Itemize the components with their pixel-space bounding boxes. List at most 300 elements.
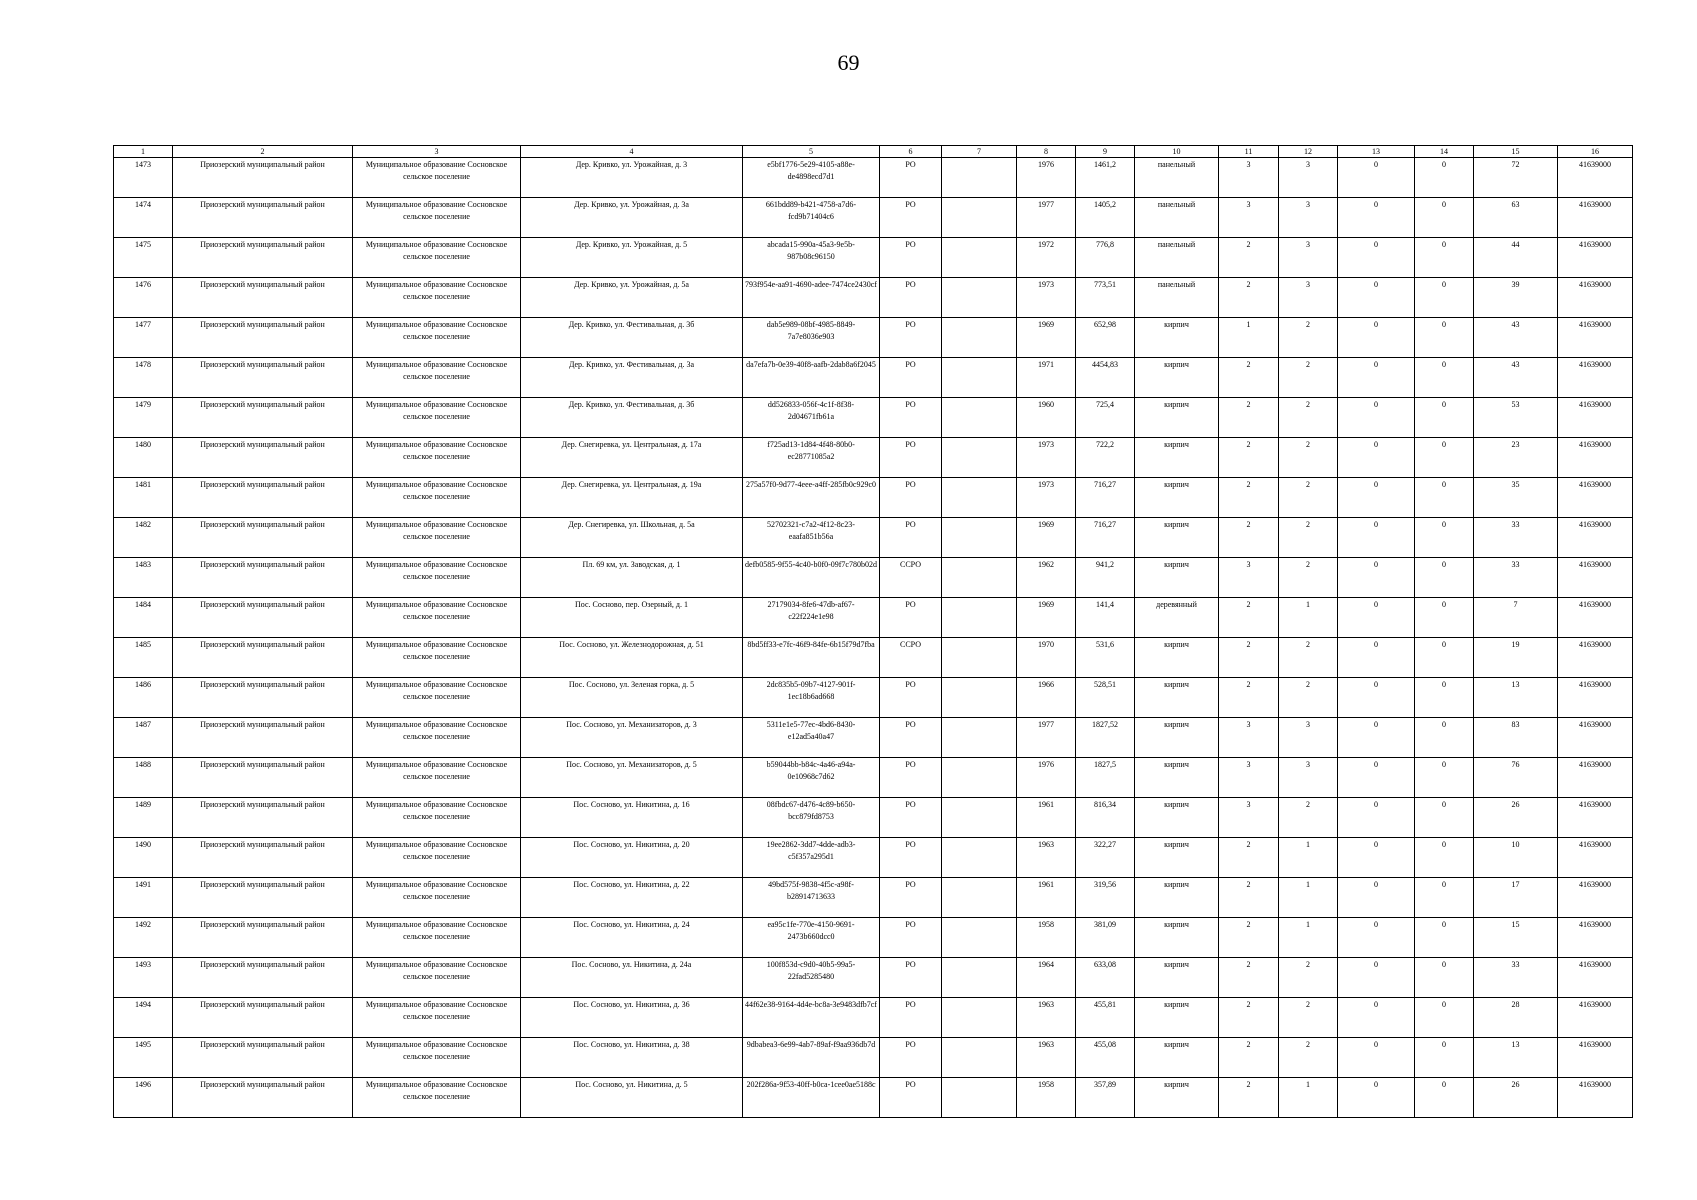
cell-district: Приозерский муниципальный район — [173, 1078, 353, 1118]
cell-area: 1827,5 — [1076, 758, 1135, 798]
cell-col-14: 0 — [1415, 598, 1474, 638]
cell-district: Приозерский муниципальный район — [173, 1038, 353, 1078]
cell-category: РО — [880, 758, 942, 798]
cell-wall-material: кирпич — [1135, 958, 1219, 998]
cell-year-built: 1966 — [1017, 678, 1076, 718]
cell-municipality: Муниципальное образование Сосновское сельское поселение — [353, 278, 521, 318]
cell-address: Дер. Снегиревка, ул. Школьная, д. 5а — [521, 518, 743, 558]
cell-area: 322,27 — [1076, 838, 1135, 878]
cell-col-14: 0 — [1415, 158, 1474, 198]
cell-category: РО — [880, 998, 942, 1038]
cell-year-built: 1969 — [1017, 518, 1076, 558]
cell-row-number: 1483 — [114, 558, 173, 598]
cell-year-built: 1977 — [1017, 718, 1076, 758]
cell-category: РО — [880, 198, 942, 238]
cell-guid: 5311e1e5-77ec-4bd6-8430-e12ad5a40a47 — [743, 718, 880, 758]
cell-district: Приозерский муниципальный район — [173, 718, 353, 758]
cell-area: 722,2 — [1076, 438, 1135, 478]
cell-row-number: 1485 — [114, 638, 173, 678]
column-header: 3 — [353, 146, 521, 158]
cell-floors: 3 — [1219, 718, 1279, 758]
cell-oktmo: 41639000 — [1558, 998, 1633, 1038]
cell-year-built: 1963 — [1017, 1038, 1076, 1078]
column-header: 16 — [1558, 146, 1633, 158]
table-row — [114, 638, 1633, 678]
cell-col-14: 0 — [1415, 1078, 1474, 1118]
page-number: 69 — [837, 50, 860, 75]
cell-col-13: 0 — [1338, 518, 1415, 558]
cell-oktmo: 41639000 — [1558, 198, 1633, 238]
cell-oktmo: 41639000 — [1558, 478, 1633, 518]
cell-municipality: Муниципальное образование Сосновское сельское поселение — [353, 638, 521, 678]
cell-district: Приозерский муниципальный район — [173, 798, 353, 838]
column-header: 10 — [1135, 146, 1219, 158]
cell-guid: abcada15-990a-45a3-9e5b-987b08c96150 — [743, 238, 880, 278]
table-row — [114, 558, 1633, 598]
column-header: 2 — [173, 146, 353, 158]
cell-area: 1405,2 — [1076, 198, 1135, 238]
cell-entrances: 1 — [1279, 878, 1338, 918]
cell-entrances: 2 — [1279, 398, 1338, 438]
cell-category: РО — [880, 478, 942, 518]
cell-oktmo: 41639000 — [1558, 158, 1633, 198]
cell-municipality: Муниципальное образование Сосновское сельское поселение — [353, 198, 521, 238]
column-header: 1 — [114, 146, 173, 158]
cell-address: Пос. Сосново, ул. Железнодорожная, д. 51 — [521, 638, 743, 678]
cell-residents: 39 — [1474, 278, 1558, 318]
cell-address: Пос. Сосново, ул. Никитина, д. 5 — [521, 1078, 743, 1118]
cell-row-number: 1473 — [114, 158, 173, 198]
cell-col-14: 0 — [1415, 238, 1474, 278]
cell-address: Дер. Кривко, ул. Фестивальная, д. 3б — [521, 398, 743, 438]
cell-category: РО — [880, 278, 942, 318]
cell-floors: 2 — [1219, 398, 1279, 438]
cell-col-14: 0 — [1415, 358, 1474, 398]
cell-oktmo: 41639000 — [1558, 918, 1633, 958]
cell-residents: 83 — [1474, 718, 1558, 758]
cell-floors: 2 — [1219, 438, 1279, 478]
cell-category: РО — [880, 438, 942, 478]
cell-district: Приозерский муниципальный район — [173, 318, 353, 358]
cell-row-number: 1494 — [114, 998, 173, 1038]
cell-col-14: 0 — [1415, 958, 1474, 998]
cell-floors: 2 — [1219, 278, 1279, 318]
cell-row-number: 1484 — [114, 598, 173, 638]
cell-col-7 — [942, 198, 1017, 238]
cell-area: 816,34 — [1076, 798, 1135, 838]
cell-area: 455,81 — [1076, 998, 1135, 1038]
cell-floors: 2 — [1219, 838, 1279, 878]
cell-district: Приозерский муниципальный район — [173, 678, 353, 718]
cell-floors: 3 — [1219, 798, 1279, 838]
table-row — [114, 158, 1633, 198]
cell-district: Приозерский муниципальный район — [173, 198, 353, 238]
cell-area: 141,4 — [1076, 598, 1135, 638]
cell-district: Приозерский муниципальный район — [173, 158, 353, 198]
cell-guid: 100f853d-c9d0-40b5-99a5-22fad5285480 — [743, 958, 880, 998]
cell-col-14: 0 — [1415, 638, 1474, 678]
cell-oktmo: 41639000 — [1558, 678, 1633, 718]
cell-oktmo: 41639000 — [1558, 758, 1633, 798]
cell-floors: 2 — [1219, 518, 1279, 558]
cell-entrances: 3 — [1279, 718, 1338, 758]
cell-col-14: 0 — [1415, 878, 1474, 918]
cell-municipality: Муниципальное образование Сосновское сельское поселение — [353, 878, 521, 918]
cell-address: Дер. Кривко, ул. Урожайная, д. 3а — [521, 198, 743, 238]
cell-category: РО — [880, 518, 942, 558]
cell-col-14: 0 — [1415, 318, 1474, 358]
cell-year-built: 1976 — [1017, 758, 1076, 798]
cell-col-13: 0 — [1338, 598, 1415, 638]
cell-residents: 76 — [1474, 758, 1558, 798]
cell-municipality: Муниципальное образование Сосновское сельское поселение — [353, 1038, 521, 1078]
cell-entrances: 3 — [1279, 158, 1338, 198]
cell-row-number: 1476 — [114, 278, 173, 318]
table-row — [114, 798, 1633, 838]
cell-entrances: 2 — [1279, 958, 1338, 998]
cell-row-number: 1489 — [114, 798, 173, 838]
cell-oktmo: 41639000 — [1558, 638, 1633, 678]
cell-category: РО — [880, 1038, 942, 1078]
cell-floors: 2 — [1219, 958, 1279, 998]
cell-floors: 2 — [1219, 638, 1279, 678]
cell-district: Приозерский муниципальный район — [173, 838, 353, 878]
column-header: 12 — [1279, 146, 1338, 158]
cell-oktmo: 41639000 — [1558, 598, 1633, 638]
cell-col-7 — [942, 758, 1017, 798]
cell-district: Приозерский муниципальный район — [173, 998, 353, 1038]
cell-floors: 3 — [1219, 198, 1279, 238]
cell-oktmo: 41639000 — [1558, 1038, 1633, 1078]
cell-col-13: 0 — [1338, 478, 1415, 518]
cell-residents: 44 — [1474, 238, 1558, 278]
column-header: 8 — [1017, 146, 1076, 158]
cell-category: ССРО — [880, 558, 942, 598]
cell-year-built: 1958 — [1017, 918, 1076, 958]
cell-address: Пос. Сосново, ул. Никитина, д. 38 — [521, 1038, 743, 1078]
cell-category: РО — [880, 358, 942, 398]
cell-col-7 — [942, 878, 1017, 918]
cell-address: Пос. Сосново, ул. Зеленая горка, д. 5 — [521, 678, 743, 718]
cell-col-13: 0 — [1338, 318, 1415, 358]
cell-oktmo: 41639000 — [1558, 718, 1633, 758]
cell-col-14: 0 — [1415, 678, 1474, 718]
cell-category: РО — [880, 598, 942, 638]
table-row — [114, 678, 1633, 718]
cell-category: РО — [880, 318, 942, 358]
cell-oktmo: 41639000 — [1558, 1078, 1633, 1118]
cell-year-built: 1973 — [1017, 478, 1076, 518]
cell-address: Дер. Кривко, ул. Урожайная, д. 3 — [521, 158, 743, 198]
cell-guid: 661bdd89-b421-4758-a7d6-fcd9b71404c6 — [743, 198, 880, 238]
cell-row-number: 1492 — [114, 918, 173, 958]
cell-year-built: 1977 — [1017, 198, 1076, 238]
cell-district: Приозерский муниципальный район — [173, 478, 353, 518]
cell-residents: 43 — [1474, 358, 1558, 398]
cell-floors: 3 — [1219, 758, 1279, 798]
cell-wall-material: кирпич — [1135, 318, 1219, 358]
cell-col-14: 0 — [1415, 278, 1474, 318]
cell-col-13: 0 — [1338, 798, 1415, 838]
cell-col-13: 0 — [1338, 438, 1415, 478]
cell-municipality: Муниципальное образование Сосновское сельское поселение — [353, 598, 521, 638]
cell-wall-material: кирпич — [1135, 998, 1219, 1038]
cell-col-7 — [942, 598, 1017, 638]
cell-residents: 63 — [1474, 198, 1558, 238]
cell-entrances: 2 — [1279, 318, 1338, 358]
cell-col-7 — [942, 558, 1017, 598]
cell-guid: b59044bb-b84c-4a46-a94a-0e10968c7d62 — [743, 758, 880, 798]
cell-floors: 2 — [1219, 878, 1279, 918]
cell-col-14: 0 — [1415, 478, 1474, 518]
cell-area: 652,98 — [1076, 318, 1135, 358]
column-header: 13 — [1338, 146, 1415, 158]
cell-area: 319,56 — [1076, 878, 1135, 918]
cell-guid: 19ee2862-3dd7-4dde-adb3-c5f357a295d1 — [743, 838, 880, 878]
cell-category: РО — [880, 398, 942, 438]
cell-col-7 — [942, 1038, 1017, 1078]
cell-col-13: 0 — [1338, 878, 1415, 918]
cell-col-7 — [942, 838, 1017, 878]
cell-col-7 — [942, 918, 1017, 958]
table-row — [114, 958, 1633, 998]
table-row — [114, 878, 1633, 918]
cell-row-number: 1475 — [114, 238, 173, 278]
cell-municipality: Муниципальное образование Сосновское сельское поселение — [353, 318, 521, 358]
cell-guid: 793f954e-aa91-4690-adee-7474ce2430cf — [743, 278, 880, 318]
cell-year-built: 1960 — [1017, 398, 1076, 438]
cell-oktmo: 41639000 — [1558, 278, 1633, 318]
cell-guid: 9dbabea3-6e99-4ab7-89af-f9aa936db7d — [743, 1038, 880, 1078]
cell-floors: 2 — [1219, 358, 1279, 398]
cell-col-13: 0 — [1338, 358, 1415, 398]
cell-category: РО — [880, 1078, 942, 1118]
cell-year-built: 1963 — [1017, 838, 1076, 878]
cell-col-13: 0 — [1338, 758, 1415, 798]
cell-address: Пос. Сосново, ул. Никитина, д. 24 — [521, 918, 743, 958]
cell-row-number: 1486 — [114, 678, 173, 718]
cell-entrances: 2 — [1279, 798, 1338, 838]
table-row — [114, 998, 1633, 1038]
column-header: 4 — [521, 146, 743, 158]
cell-category: РО — [880, 158, 942, 198]
cell-oktmo: 41639000 — [1558, 358, 1633, 398]
cell-category: РО — [880, 238, 942, 278]
cell-year-built: 1972 — [1017, 238, 1076, 278]
cell-wall-material: панельный — [1135, 198, 1219, 238]
table-row — [114, 398, 1633, 438]
cell-col-13: 0 — [1338, 198, 1415, 238]
cell-address: Пос. Сосново, ул. Механизаторов, д. 3 — [521, 718, 743, 758]
cell-wall-material: кирпич — [1135, 758, 1219, 798]
cell-col-7 — [942, 278, 1017, 318]
cell-col-7 — [942, 438, 1017, 478]
column-header: 7 — [942, 146, 1017, 158]
cell-address: Пос. Сосново, ул. Никитина, д. 36 — [521, 998, 743, 1038]
cell-district: Приозерский муниципальный район — [173, 558, 353, 598]
cell-guid: 27179034-8fe6-47db-af67-c22f224e1e98 — [743, 598, 880, 638]
cell-residents: 33 — [1474, 558, 1558, 598]
cell-entrances: 2 — [1279, 678, 1338, 718]
cell-address: Пос. Сосново, ул. Никитина, д. 24а — [521, 958, 743, 998]
cell-area: 773,51 — [1076, 278, 1135, 318]
cell-municipality: Муниципальное образование Сосновское сельское поселение — [353, 918, 521, 958]
cell-municipality: Муниципальное образование Сосновское сельское поселение — [353, 518, 521, 558]
cell-municipality: Муниципальное образование Сосновское сельское поселение — [353, 438, 521, 478]
cell-district: Приозерский муниципальный район — [173, 518, 353, 558]
cell-col-14: 0 — [1415, 398, 1474, 438]
cell-row-number: 1496 — [114, 1078, 173, 1118]
cell-area: 941,2 — [1076, 558, 1135, 598]
cell-district: Приозерский муниципальный район — [173, 878, 353, 918]
cell-col-13: 0 — [1338, 638, 1415, 678]
cell-category: РО — [880, 718, 942, 758]
cell-year-built: 1970 — [1017, 638, 1076, 678]
cell-floors: 1 — [1219, 318, 1279, 358]
cell-address: Дер. Кривко, ул. Урожайная, д. 5а — [521, 278, 743, 318]
cell-row-number: 1474 — [114, 198, 173, 238]
cell-municipality: Муниципальное образование Сосновское сельское поселение — [353, 558, 521, 598]
column-header: 15 — [1474, 146, 1558, 158]
cell-oktmo: 41639000 — [1558, 878, 1633, 918]
cell-entrances: 1 — [1279, 838, 1338, 878]
cell-address: Дер. Кривко, ул. Фестивальная, д. 3а — [521, 358, 743, 398]
cell-col-14: 0 — [1415, 438, 1474, 478]
cell-col-14: 0 — [1415, 198, 1474, 238]
cell-address: Пос. Сосново, ул. Никитина, д. 22 — [521, 878, 743, 918]
cell-oktmo: 41639000 — [1558, 798, 1633, 838]
cell-residents: 26 — [1474, 798, 1558, 838]
cell-entrances: 1 — [1279, 598, 1338, 638]
cell-col-7 — [942, 238, 1017, 278]
cell-col-13: 0 — [1338, 918, 1415, 958]
table-row — [114, 918, 1633, 958]
cell-guid: dab5e989-08bf-4985-8849-7a7e8036e903 — [743, 318, 880, 358]
cell-wall-material: кирпич — [1135, 518, 1219, 558]
cell-entrances: 2 — [1279, 998, 1338, 1038]
cell-district: Приозерский муниципальный район — [173, 438, 353, 478]
cell-col-14: 0 — [1415, 998, 1474, 1038]
cell-entrances: 1 — [1279, 918, 1338, 958]
cell-district: Приозерский муниципальный район — [173, 358, 353, 398]
cell-year-built: 1969 — [1017, 598, 1076, 638]
cell-area: 528,51 — [1076, 678, 1135, 718]
cell-wall-material: панельный — [1135, 238, 1219, 278]
cell-guid: 2dc835b5-09b7-4127-901f-1ec18b6ad668 — [743, 678, 880, 718]
cell-residents: 13 — [1474, 678, 1558, 718]
cell-residents: 7 — [1474, 598, 1558, 638]
cell-address: Пос. Сосново, ул. Механизаторов, д. 5 — [521, 758, 743, 798]
cell-oktmo: 41639000 — [1558, 438, 1633, 478]
cell-wall-material: кирпич — [1135, 918, 1219, 958]
cell-entrances: 2 — [1279, 638, 1338, 678]
cell-guid: defb0585-9f55-4c40-b0f0-09f7c780b02d — [743, 558, 880, 598]
cell-oktmo: 41639000 — [1558, 958, 1633, 998]
cell-entrances: 2 — [1279, 518, 1338, 558]
cell-category: РО — [880, 958, 942, 998]
cell-wall-material: кирпич — [1135, 638, 1219, 678]
cell-row-number: 1490 — [114, 838, 173, 878]
cell-municipality: Муниципальное образование Сосновское сельское поселение — [353, 998, 521, 1038]
cell-guid: 8bd5ff33-e7fc-46f9-84fe-6b15f79d7fba — [743, 638, 880, 678]
cell-col-14: 0 — [1415, 758, 1474, 798]
cell-address: Пл. 69 км, ул. Заводская, д. 1 — [521, 558, 743, 598]
cell-area: 531,6 — [1076, 638, 1135, 678]
cell-col-13: 0 — [1338, 1078, 1415, 1118]
cell-col-13: 0 — [1338, 958, 1415, 998]
cell-municipality: Муниципальное образование Сосновское сельское поселение — [353, 718, 521, 758]
cell-residents: 15 — [1474, 918, 1558, 958]
cell-year-built: 1958 — [1017, 1078, 1076, 1118]
cell-municipality: Муниципальное образование Сосновское сельское поселение — [353, 838, 521, 878]
cell-entrances: 2 — [1279, 438, 1338, 478]
cell-col-7 — [942, 678, 1017, 718]
cell-row-number: 1488 — [114, 758, 173, 798]
table-row — [114, 518, 1633, 558]
cell-row-number: 1479 — [114, 398, 173, 438]
cell-year-built: 1971 — [1017, 358, 1076, 398]
cell-municipality: Муниципальное образование Сосновское сельское поселение — [353, 358, 521, 398]
cell-wall-material: кирпич — [1135, 398, 1219, 438]
cell-residents: 26 — [1474, 1078, 1558, 1118]
cell-col-14: 0 — [1415, 718, 1474, 758]
cell-floors: 2 — [1219, 598, 1279, 638]
cell-area: 1461,2 — [1076, 158, 1135, 198]
cell-floors: 2 — [1219, 918, 1279, 958]
cell-col-14: 0 — [1415, 1038, 1474, 1078]
cell-area: 455,08 — [1076, 1038, 1135, 1078]
cell-row-number: 1487 — [114, 718, 173, 758]
table-row — [114, 1038, 1633, 1078]
cell-category: РО — [880, 678, 942, 718]
cell-residents: 72 — [1474, 158, 1558, 198]
cell-wall-material: кирпич — [1135, 878, 1219, 918]
cell-district: Приозерский муниципальный район — [173, 638, 353, 678]
cell-category: РО — [880, 918, 942, 958]
cell-residents: 19 — [1474, 638, 1558, 678]
cell-district: Приозерский муниципальный район — [173, 918, 353, 958]
cell-municipality: Муниципальное образование Сосновское сельское поселение — [353, 958, 521, 998]
cell-floors: 2 — [1219, 998, 1279, 1038]
column-header: 14 — [1415, 146, 1474, 158]
cell-wall-material: кирпич — [1135, 558, 1219, 598]
column-header: 5 — [743, 146, 880, 158]
cell-address: Пос. Сосново, пер. Озерный, д. 1 — [521, 598, 743, 638]
table-header-row — [114, 146, 1633, 158]
cell-area: 381,09 — [1076, 918, 1135, 958]
cell-residents: 13 — [1474, 1038, 1558, 1078]
column-header: 6 — [880, 146, 942, 158]
cell-floors: 2 — [1219, 238, 1279, 278]
cell-address: Дер. Снегиревка, ул. Центральная, д. 19а — [521, 478, 743, 518]
table-row — [114, 838, 1633, 878]
cell-municipality: Муниципальное образование Сосновское сельское поселение — [353, 1078, 521, 1118]
cell-row-number: 1482 — [114, 518, 173, 558]
cell-row-number: 1495 — [114, 1038, 173, 1078]
table-row — [114, 718, 1633, 758]
cell-col-7 — [942, 1078, 1017, 1118]
cell-municipality: Муниципальное образование Сосновское сельское поселение — [353, 238, 521, 278]
cell-col-14: 0 — [1415, 838, 1474, 878]
cell-district: Приозерский муниципальный район — [173, 238, 353, 278]
cell-guid: e5bf1776-5e29-4105-a88e-de4898ecd7d1 — [743, 158, 880, 198]
cell-residents: 17 — [1474, 878, 1558, 918]
cell-municipality: Муниципальное образование Сосновское сельское поселение — [353, 798, 521, 838]
cell-col-7 — [942, 398, 1017, 438]
cell-district: Приозерский муниципальный район — [173, 958, 353, 998]
cell-entrances: 2 — [1279, 478, 1338, 518]
cell-guid: f725ad13-1d84-4f48-80b0-ec28771085a2 — [743, 438, 880, 478]
